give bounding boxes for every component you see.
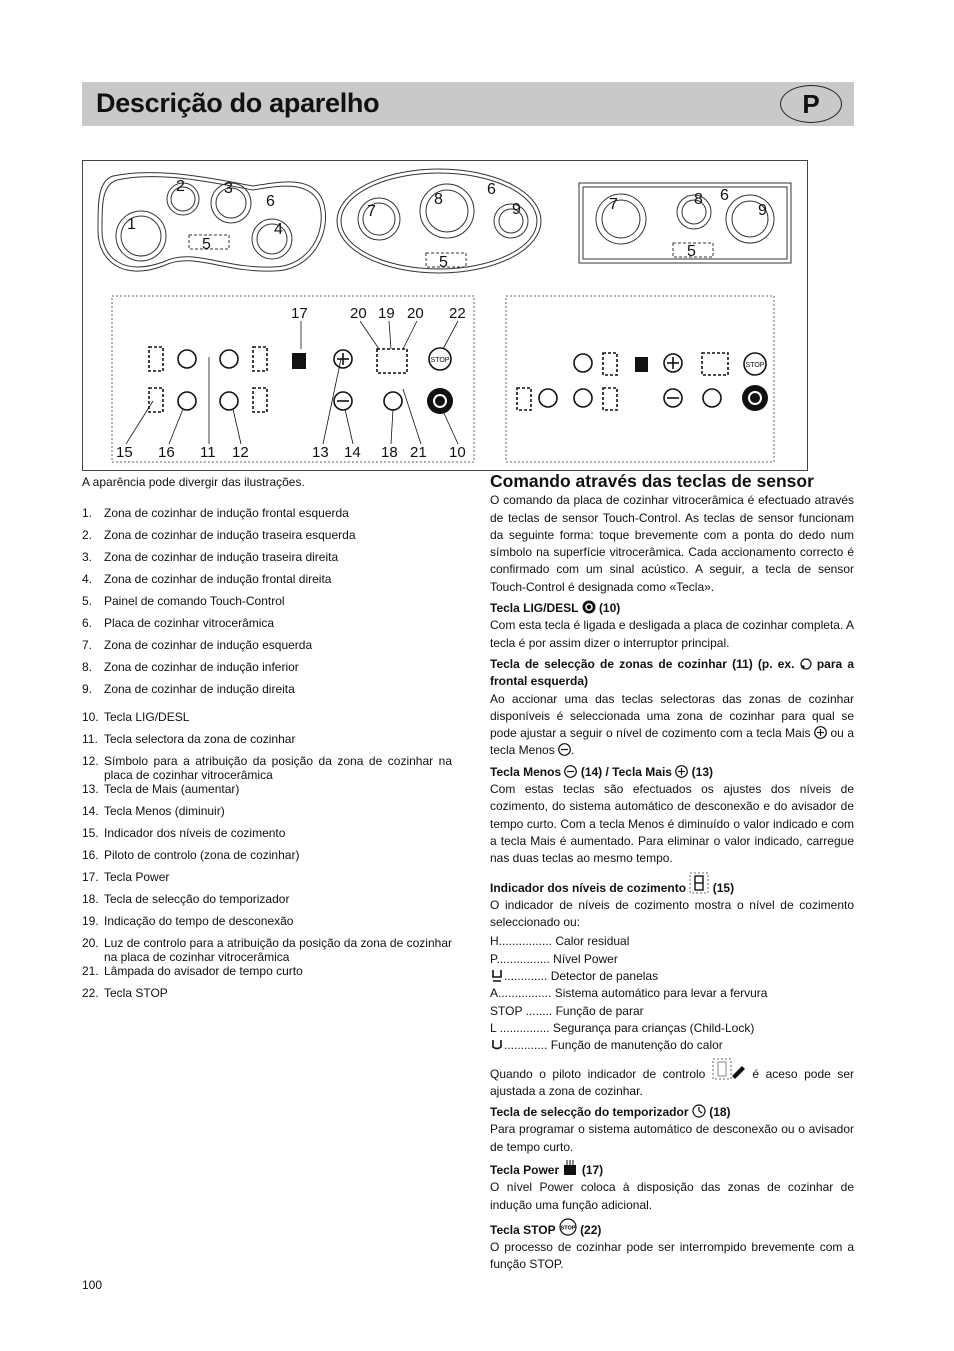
plus-icon: [814, 726, 827, 739]
pilot-light-icon: [712, 1058, 746, 1080]
level-code-value: Função de parar: [555, 1003, 644, 1018]
legend-item-text: Lâmpada do avisador de tempo curto: [104, 964, 303, 978]
level-code-row: [490, 985, 854, 1002]
legend-item-number: 16.: [82, 848, 99, 862]
keep-warm-icon: [490, 1037, 504, 1051]
marker-9: 9: [512, 201, 521, 218]
legend-item: [82, 964, 452, 986]
callout-18: 18: [381, 444, 398, 461]
legend-item: [82, 616, 452, 638]
legend-item: [82, 506, 452, 528]
legend-item-text: Tecla STOP: [104, 986, 168, 1000]
legend-item-text: Zona de cozinhar de indução esquerda: [104, 638, 313, 652]
legend-item: [82, 870, 452, 892]
legend-item: [82, 660, 452, 682]
marker-6: 6: [266, 193, 275, 210]
intro-text: O comando da placa de cozinhar vitrocerâmica é efectuado através de teclas de sensor Touch-Control. As teclas de sensor funcionam da seguinte forma: toque brevemente com a ponta do dedo num símbolo na superfície vitrocerâmica. Cada accionamento correcto é confirmado com um sinal acústico. A seguir, a tecla de sensor Touch-Control é designada como «Tecla».: [490, 493, 854, 594]
callout-19: 19: [378, 305, 395, 322]
legend-item-number: 18.: [82, 892, 99, 906]
language-badge: P: [780, 85, 842, 123]
callout-12: 12: [232, 444, 249, 461]
legend-item-text: Zona de cozinhar de indução traseira direita: [104, 550, 339, 564]
legend-item-number: 4.: [82, 572, 93, 586]
page-title: Descrição do aparelho: [96, 88, 380, 118]
timer-text: Para programar o sistema automático de desconexão ou o avisador de tempo curto.: [490, 1122, 854, 1154]
level-code-row: [490, 951, 854, 968]
legend-item-number: 17.: [82, 870, 99, 884]
stop-text: O processo de cozinhar pode ser interrompido brevemente com a função STOP.: [490, 1240, 854, 1272]
power-key-icon: [292, 353, 306, 369]
callout-20a: 20: [350, 305, 367, 322]
level-code-key: STOP ........: [490, 1003, 553, 1018]
sensor-keys-section: [490, 473, 854, 1274]
callout-16: 16: [158, 444, 175, 461]
legend-item-number: 13.: [82, 782, 99, 796]
marker-6b: 6: [487, 181, 496, 198]
power-text: O nível Power coloca à disposição das zonas de cozinhar de indução uma função adicional.: [490, 1180, 854, 1212]
legend-item-number: 10.: [82, 710, 99, 724]
marker-8c: 8: [694, 191, 703, 208]
legend-item-text: Tecla LIG/DESL: [104, 710, 190, 724]
callout-15: 15: [116, 444, 133, 461]
legend-item: [82, 710, 452, 732]
on-off-key-icon: [427, 388, 453, 414]
legend-item-text: Zona de cozinhar de indução direita: [104, 682, 295, 696]
timer-heading: Tecla de selecção do temporizador (18): [490, 1105, 731, 1120]
legend-item-number: 6.: [82, 616, 93, 630]
callout-17: 17: [291, 305, 308, 322]
legend-item-number: 5.: [82, 594, 93, 608]
level-codes-list: [490, 933, 854, 1054]
marker-6c: 6: [720, 187, 729, 204]
legend-item-text: Zona de cozinhar de indução traseira esquerda: [104, 528, 356, 542]
legend-item-text: Indicação do tempo de desconexão: [104, 914, 294, 928]
marker-7: 7: [367, 203, 376, 220]
control-panel-2: [506, 296, 774, 462]
level-code-value: Nível Power: [553, 951, 618, 966]
legend-item-number: 19.: [82, 914, 99, 928]
legend-item: [82, 848, 452, 870]
level-code-key: .............: [504, 969, 548, 984]
pan-detector-icon: [490, 968, 504, 982]
legend-item-number: 21.: [82, 964, 99, 978]
pilot-text: Quando o piloto indicador de controlo é aceso pode ser ajustada a zona de cozinhar.: [490, 1058, 854, 1101]
legend-item: [82, 594, 452, 616]
illustration-note: A aparência pode divergir das ilustrações.: [82, 475, 305, 489]
level-indicator-text: O indicador de níveis de cozimento mostra o nível de cozimento seleccionado ou:: [490, 897, 854, 930]
level-code-value: Calor residual: [555, 934, 630, 949]
stop-heading: Tecla STOP STOP (22): [490, 1218, 854, 1239]
level-code-row: [490, 1037, 854, 1054]
level-indicator-heading: Indicador dos níveis de cozimento (15): [490, 872, 854, 897]
legend-item-number: 15.: [82, 826, 99, 840]
legend-item-number: 14.: [82, 804, 99, 818]
zone-select-text: Ao accionar uma das teclas selectoras das zonas de cozinhar disponíveis é seleccionada uma zona de cozinhar para qual se pode ajustar a seguir o nível de cozimento com a tecla Mais ou a tecla Menos .: [490, 691, 855, 758]
level-code-value: Detector de panelas: [550, 969, 659, 984]
hob-layout-3: [579, 183, 791, 263]
legend-item: [82, 682, 452, 704]
legend-item: [82, 782, 452, 804]
legend-list-1: [82, 506, 452, 704]
legend-item-text: Tecla de Mais (aumentar): [104, 782, 240, 796]
svg-text:STOP: STOP: [560, 1225, 576, 1232]
callout-22: 22: [449, 305, 466, 322]
legend-item: [82, 826, 452, 848]
level-code-key: L ...............: [490, 1020, 550, 1035]
legend-item-number: 8.: [82, 660, 93, 674]
legend-item-number: 12.: [82, 754, 99, 768]
legend-item-number: 11.: [82, 732, 98, 746]
zone-select-heading: Tecla de selecção de zonas de cozinhar (11) (p. ex. para a frontal esquerda): [490, 656, 855, 689]
on-off-icon: [582, 600, 596, 614]
callout-13: 13: [312, 444, 329, 461]
seven-segment-icon: [689, 872, 709, 894]
legend-item: [82, 754, 452, 782]
legend-item: [82, 528, 452, 550]
stop-icon: [559, 1218, 577, 1236]
marker-2: 2: [176, 178, 185, 195]
plus-icon: [675, 765, 688, 778]
legend-item-text: Placa de cozinhar vitrocerâmica: [104, 616, 275, 630]
legend-item-text: Zona de cozinhar de indução inferior: [104, 660, 299, 674]
power-icon: [562, 1160, 578, 1176]
legend-item-number: 1.: [82, 506, 93, 520]
stop-key-label: STOP: [430, 357, 450, 364]
callout-14: 14: [344, 444, 361, 461]
legend-item: [82, 550, 452, 572]
plus-minus-heading: Tecla Menos (14) / Tecla Mais (13): [490, 764, 714, 779]
marker-5: 5: [202, 236, 211, 253]
legend-item-number: 9.: [82, 682, 93, 696]
legend-item: [82, 572, 452, 594]
callout-21: 21: [410, 444, 427, 461]
marker-4: 4: [274, 221, 283, 238]
legend-item: [82, 638, 452, 660]
minus-icon: [558, 743, 571, 756]
legend-item-number: 7.: [82, 638, 93, 652]
level-code-key: P................: [490, 951, 550, 966]
legend-list-2: [82, 710, 452, 1008]
legend-item: [82, 914, 452, 936]
level-code-key: .............: [504, 1038, 548, 1053]
legend-item: [82, 732, 452, 754]
marker-3: 3: [224, 180, 233, 197]
legend-item-text: Painel de comando Touch-Control: [104, 594, 285, 608]
legend-item: [82, 986, 452, 1008]
level-code-value: Sistema automático para levar a fervura: [554, 986, 768, 1001]
zone-select-icon: [800, 658, 812, 670]
appliance-diagram: [83, 161, 807, 470]
legend-item-text: Tecla selectora da zona de cozinhar: [104, 732, 296, 746]
timer-icon: [692, 1104, 706, 1118]
marker-1: 1: [127, 216, 136, 233]
page-header: [82, 82, 854, 126]
power-key-2-icon: [635, 357, 648, 372]
legend-item-number: 3.: [82, 550, 93, 564]
plus-minus-text: Com estas teclas são efectuados os ajustes dos níveis de cozimento, do sistema automático de desconexão e do avisador de tempo curto. Com a tecla Menos é diminuído o valor indicado e com a tecla Mais é aumentado. Para eliminar o valor indicado, carregue nas duas teclas ao mesmo tempo.: [490, 782, 854, 866]
legend-item-text: Tecla Power: [104, 870, 170, 884]
callout-11: 11: [200, 444, 216, 461]
on-off-key-2-icon: [742, 385, 768, 411]
level-code-row: [490, 968, 854, 985]
legend-item-text: Tecla Menos (diminuir): [104, 804, 225, 818]
level-code-key: H................: [490, 934, 553, 949]
power-heading: Tecla Power (17): [490, 1160, 854, 1179]
marker-8: 8: [434, 191, 443, 208]
callout-10: 10: [449, 444, 466, 461]
onoff-text: Com esta tecla é ligada e desligada a placa de cozinhar completa. A tecla é por assim dizer o interruptor principal.: [490, 618, 854, 650]
level-code-key: A................: [490, 986, 552, 1001]
appliance-figure: [82, 160, 808, 471]
level-code-value: Segurança para crianças (Child-Lock): [552, 1020, 755, 1035]
marker-9c: 9: [758, 202, 767, 219]
marker-5b: 5: [439, 254, 448, 271]
level-code-row: [490, 933, 854, 950]
marker-7c: 7: [609, 196, 618, 213]
legend-item-text: Indicador dos níveis de cozimento: [104, 826, 286, 840]
legend-item-text: Tecla de selecção do temporizador: [104, 892, 290, 906]
legend-item-text: Zona de cozinhar de indução frontal direita: [104, 572, 332, 586]
stop-key-2-label: STOP: [745, 362, 765, 369]
onoff-heading: Tecla LIG/DESL (10): [490, 601, 621, 616]
page-number: 100: [82, 1278, 103, 1292]
marker-5c: 5: [687, 243, 696, 260]
level-code-row: [490, 1003, 854, 1020]
legend-item-text: Piloto de controlo (zona de cozinhar): [104, 848, 300, 862]
callout-leaders: [126, 321, 458, 444]
legend-item-text: Luz de controlo para a atribuição da posição da zona de cozinhar na placa de cozinhar vitrocerâmica: [104, 936, 452, 964]
legend-item-number: 22.: [82, 986, 99, 1000]
legend-item-number: 20.: [82, 936, 99, 950]
legend-item-text: Símbolo para a atribuição da posição da zona de cozinhar na placa de cozinhar vitrocerâmica: [104, 754, 452, 782]
level-code-value: Função de manutenção do calor: [550, 1038, 723, 1053]
legend-item: [82, 936, 452, 964]
level-code-row: [490, 1020, 854, 1037]
legend-item-text: Zona de cozinhar de indução frontal esquerda: [104, 506, 349, 520]
legend-item-number: 2.: [82, 528, 93, 542]
section-title: Comando através das teclas de sensor: [490, 471, 814, 491]
minus-icon: [564, 765, 577, 778]
legend-item: [82, 804, 452, 826]
legend-item: [82, 892, 452, 914]
callout-20b: 20: [407, 305, 424, 322]
